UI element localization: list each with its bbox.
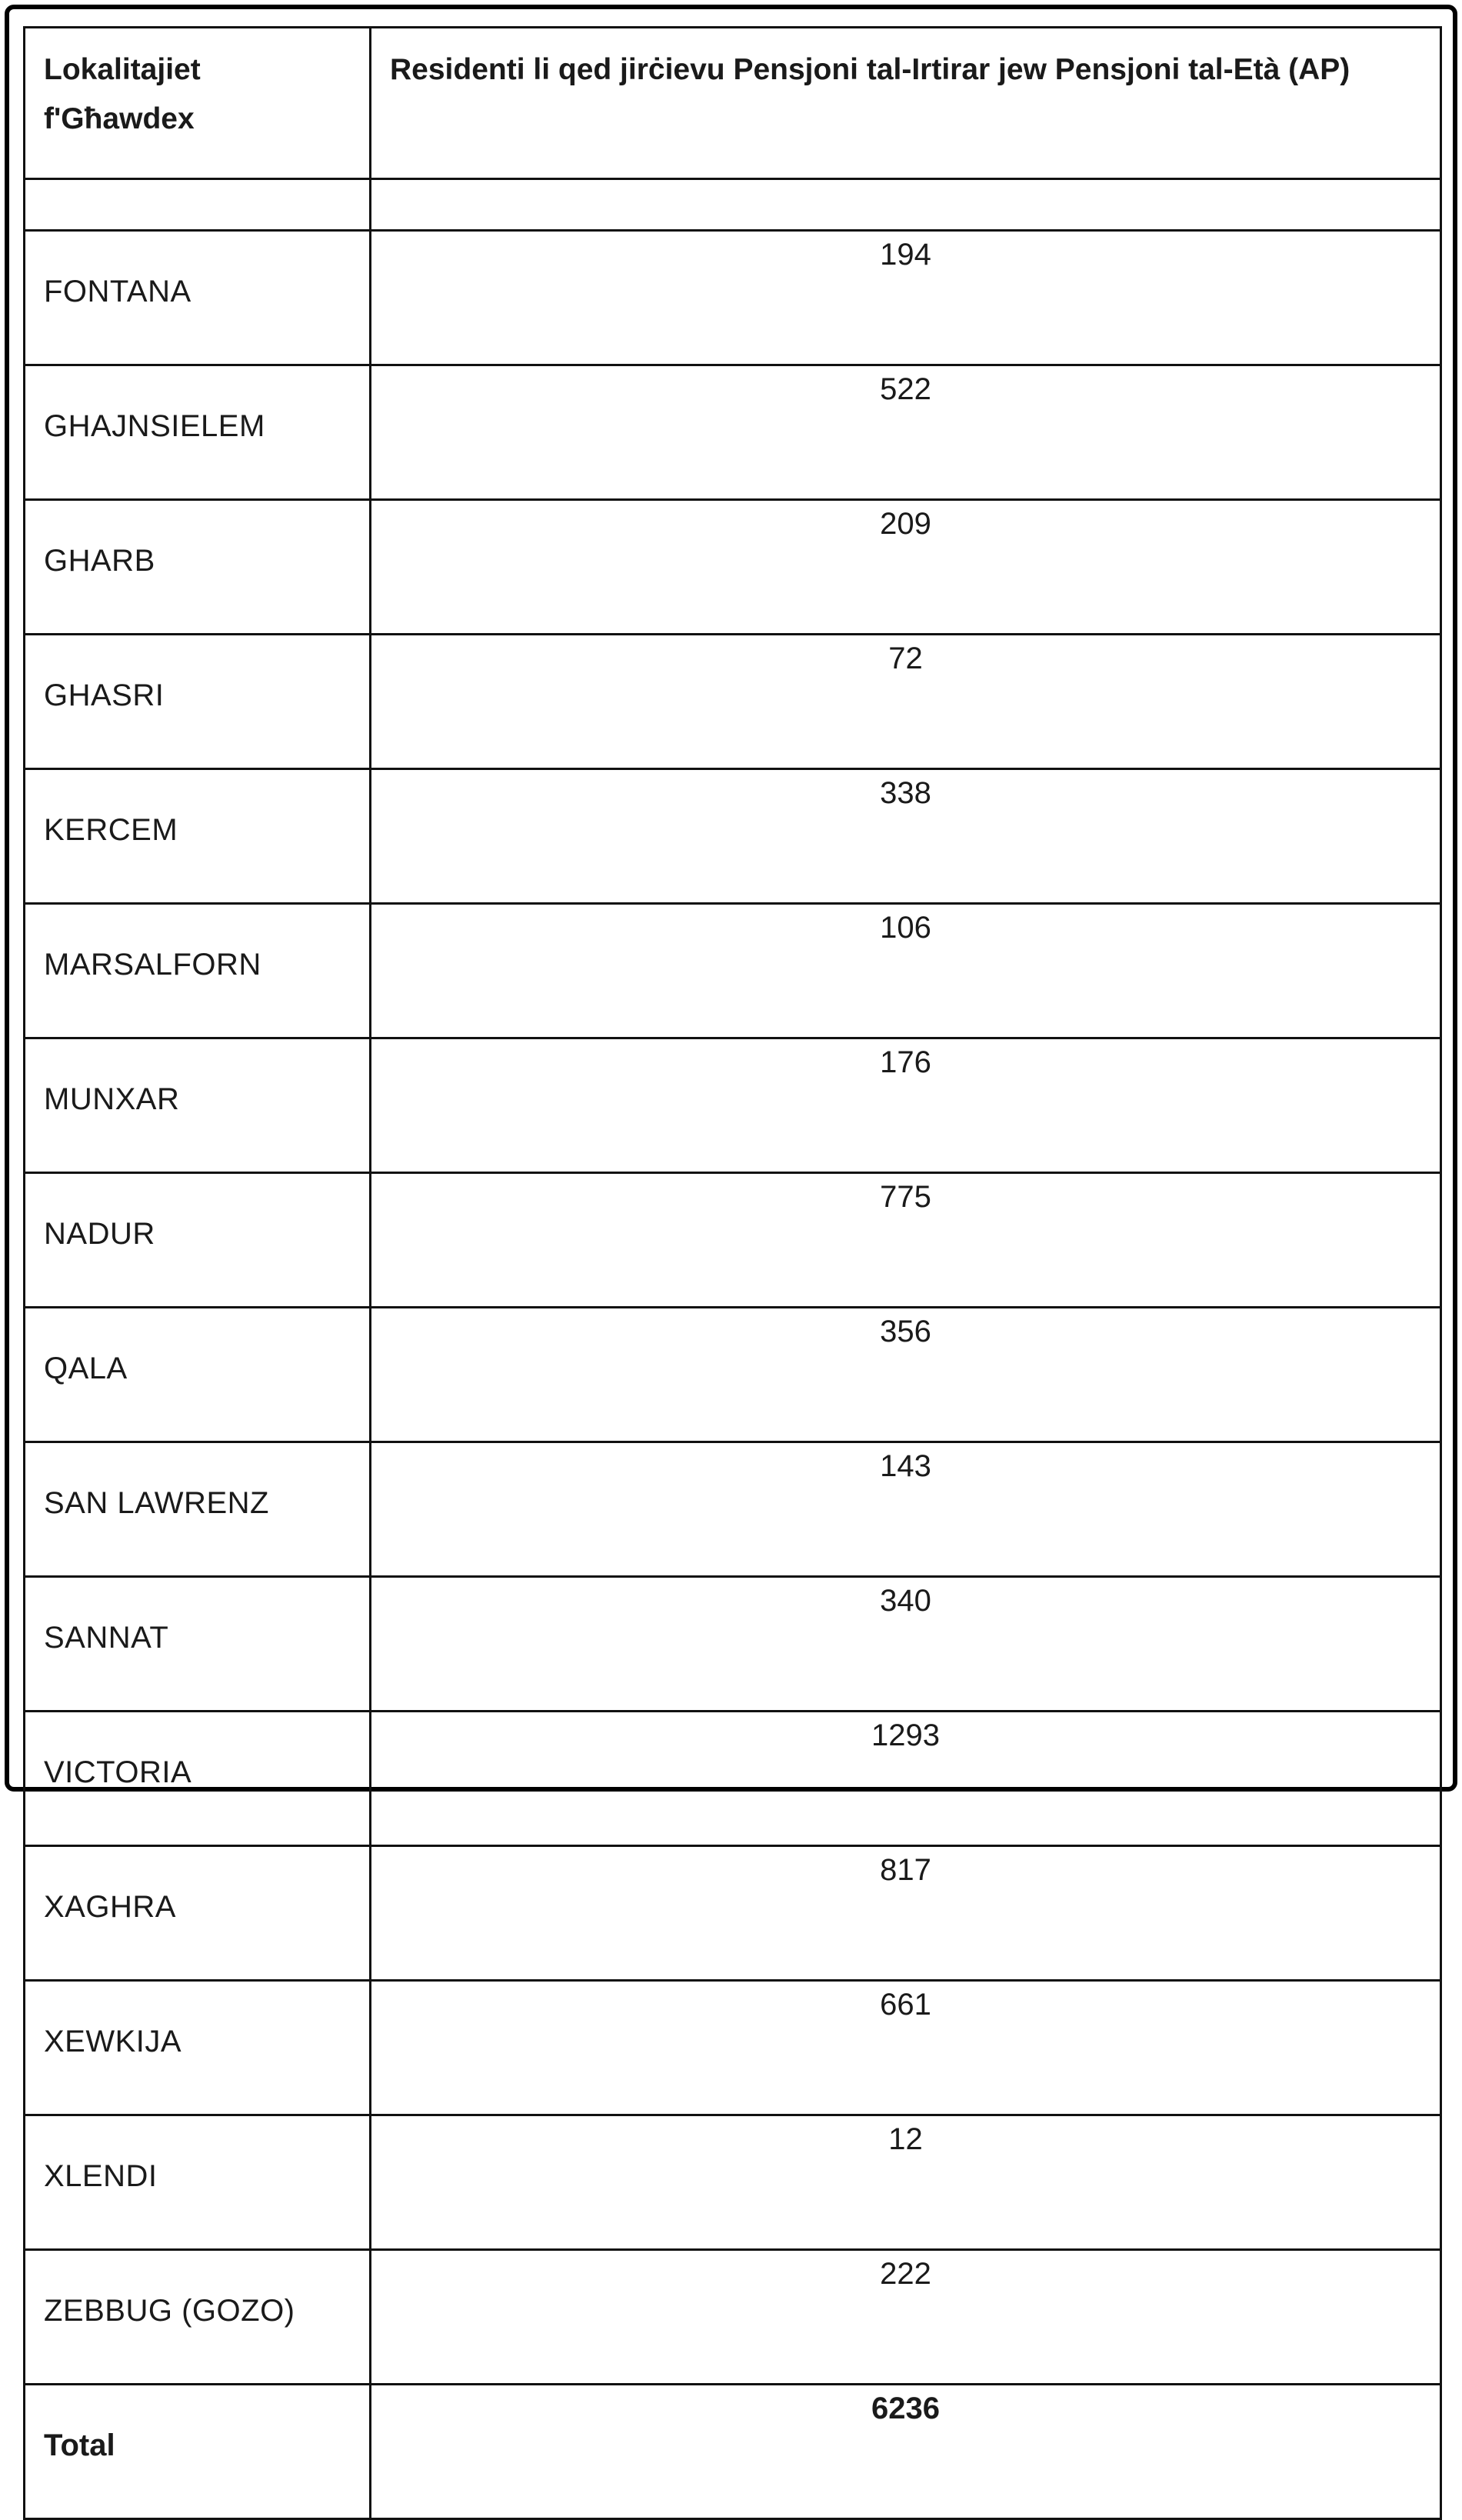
table-row	[25, 365, 1441, 500]
locality-cell: FONTANA	[25, 231, 371, 365]
value-cell: 222	[371, 2250, 1441, 2385]
pension-table	[23, 26, 1442, 2520]
locality-cell: GHASRI	[25, 635, 371, 769]
locality-cell: MARSALFORN	[25, 904, 371, 1038]
value-cell: 176	[371, 1038, 1441, 1173]
locality-cell: NADUR	[25, 1173, 371, 1308]
table-row	[25, 1981, 1441, 2115]
value-cell: 143	[371, 1442, 1441, 1577]
table-row	[25, 904, 1441, 1038]
table-row	[25, 1846, 1441, 1981]
empty-cell	[25, 179, 371, 231]
table-row	[25, 1173, 1441, 1308]
table-row	[25, 1712, 1441, 1846]
total-value: 6236	[371, 2385, 1441, 2519]
locality-cell: KERCEM	[25, 769, 371, 904]
value-cell: 356	[371, 1308, 1441, 1442]
locality-cell: SAN LAWRENZ	[25, 1442, 371, 1577]
locality-cell: SANNAT	[25, 1577, 371, 1712]
total-label: Total	[25, 2385, 371, 2519]
value-cell: 817	[371, 1846, 1441, 1981]
table-row	[25, 231, 1441, 365]
document-frame	[5, 5, 1457, 2462]
locality-cell: VICTORIA	[25, 1712, 371, 1846]
locality-cell: ZEBBUG (GOZO)	[25, 2250, 371, 2385]
value-cell: 12	[371, 2115, 1441, 2250]
table-row	[25, 1577, 1441, 1712]
value-cell: 338	[371, 769, 1441, 904]
value-cell: 522	[371, 365, 1441, 500]
table-row	[25, 1038, 1441, 1173]
locality-cell: GHAJNSIELEM	[25, 365, 371, 500]
total-row	[25, 2385, 1441, 2519]
table-row	[25, 2115, 1441, 2250]
locality-cell: XAGHRA	[25, 1846, 371, 1981]
table-header-row	[25, 28, 1441, 179]
table-row	[25, 1308, 1441, 1442]
value-cell: 1293	[371, 1712, 1441, 1846]
empty-cell	[371, 179, 1441, 231]
table-row	[25, 1442, 1441, 1577]
header-residents-pension: Residenti li qed jirċievu Pensjoni tal-Irtirar jew Pensjoni tal-Età (AP)	[371, 28, 1441, 179]
header-locality: Lokalitajiet f'Għawdex	[25, 28, 371, 179]
value-cell: 340	[371, 1577, 1441, 1712]
table-row	[25, 2250, 1441, 2385]
locality-cell: MUNXAR	[25, 1038, 371, 1173]
empty-row	[25, 179, 1441, 231]
value-cell: 209	[371, 500, 1441, 635]
table-row	[25, 769, 1441, 904]
locality-cell: XEWKIJA	[25, 1981, 371, 2115]
value-cell: 106	[371, 904, 1441, 1038]
locality-cell: QALA	[25, 1308, 371, 1442]
value-cell: 661	[371, 1981, 1441, 2115]
locality-cell: XLENDI	[25, 2115, 371, 2250]
value-cell: 775	[371, 1173, 1441, 1308]
value-cell: 194	[371, 231, 1441, 365]
table-row	[25, 635, 1441, 769]
value-cell: 72	[371, 635, 1441, 769]
locality-cell: GHARB	[25, 500, 371, 635]
table-row	[25, 500, 1441, 635]
